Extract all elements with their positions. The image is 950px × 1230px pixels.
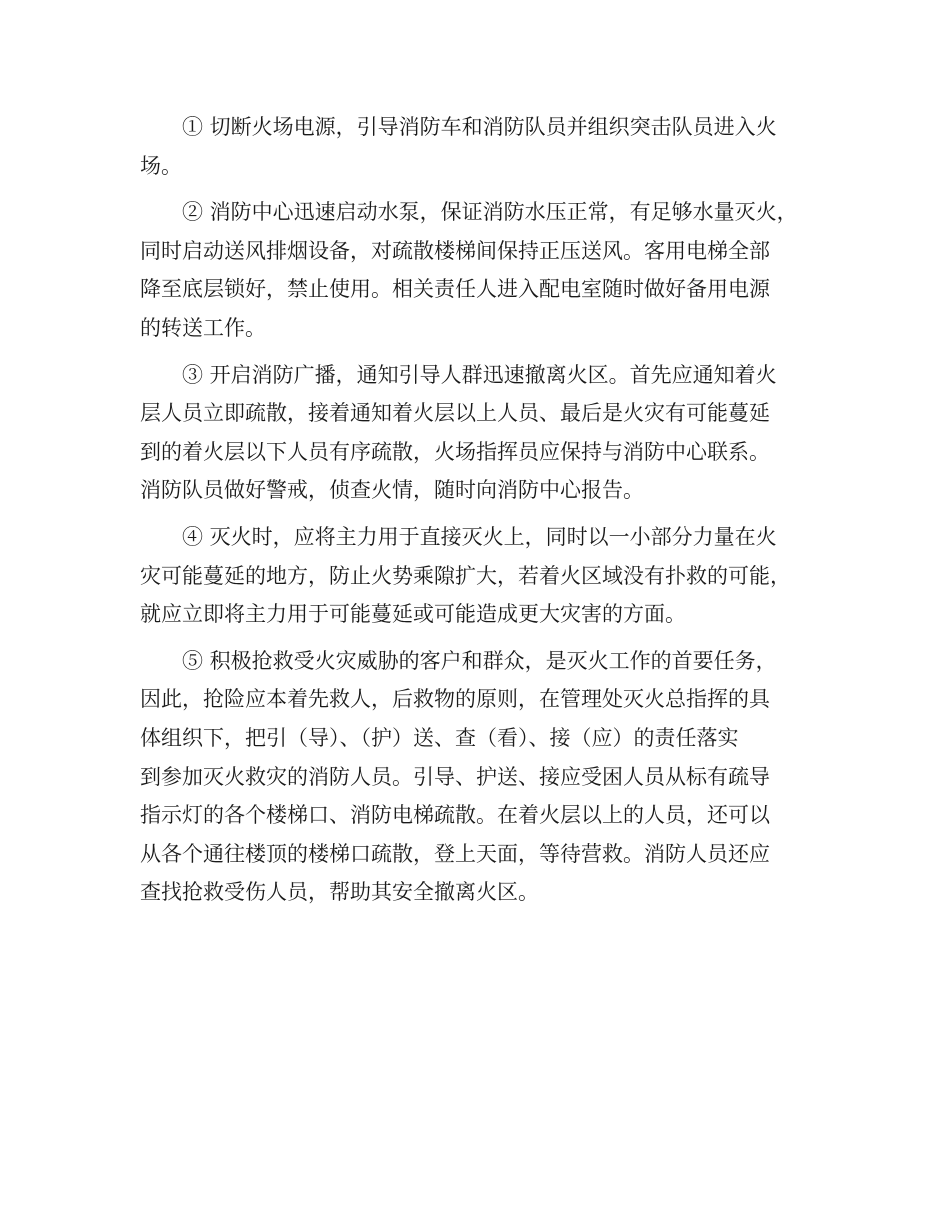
paragraph-4 <box>140 518 828 634</box>
paragraph-line: 从各个通往楼顶的楼梯口疏散，登上天面，等待营救。消防人员还应 <box>140 841 770 866</box>
document-body <box>140 108 828 920</box>
paragraph-line: 降至底层锁好，禁止使用。相关责任人进入配电室随时做好备用电源 <box>140 277 770 302</box>
paragraph-line: ① 切断火场电源，引导消防车和消防队员并组织突击队员进入火 <box>182 115 777 139</box>
paragraph-line: 层人员立即疏散，接着通知着火层以上人员、最后是火灾有可能蔓延 <box>140 401 770 426</box>
paragraph-line: 查找抢救受伤人员，帮助其安全撤离火区。 <box>140 880 539 905</box>
paragraph-line: 到参加灭火救灾的消防人员。引导、护送、接应受困人员从标有疏导 <box>140 764 770 789</box>
paragraph-line: 的转送工作。 <box>140 315 266 340</box>
paragraph-line: 灾可能蔓延的地方，防止火势乘隙扩大，若着火区域没有扑救的可能， <box>140 563 791 588</box>
paragraph-line: 消防队员做好警戒，侦查火情，随时向消防中心报告。 <box>140 478 644 503</box>
paragraph-line: ⑤ 积极抢救受火灾威胁的客户和群众，是灭火工作的首要任务， <box>182 648 777 673</box>
paragraph-line: 到的着火层以下人员有序疏散，火场指挥员应保持与消防中心联系。 <box>140 439 770 464</box>
paragraph-line: 场。 <box>140 153 182 178</box>
paragraph-line: ④ 灭火时，应将主力用于直接灭火上，同时以一小部分力量在火 <box>182 524 777 549</box>
paragraph-3 <box>140 356 828 510</box>
paragraph-line: 指示灯的各个楼梯口、消防电梯疏散。在着火层以上的人员，还可以 <box>140 803 770 828</box>
paragraph-1 <box>140 108 828 185</box>
paragraph-5 <box>140 642 828 912</box>
paragraph-line: 因此，抢险应本着先救人，后救物的原则，在管理处灭火总指挥的具 <box>140 687 770 712</box>
paragraph-line: ③ 开启消防广播，通知引导人群迅速撤离火区。首先应通知着火 <box>182 362 777 387</box>
paragraph-line: 同时启动送风排烟设备，对疏散楼梯间保持正压送风。客用电梯全部 <box>140 238 770 263</box>
paragraph-2 <box>140 193 828 347</box>
paragraph-line: 体组织下，把引（导）、（护）送、查（看）、接（应）的责任落实 <box>140 725 739 750</box>
paragraph-line: 就应立即将主力用于可能蔓延或可能造成更大灾害的方面。 <box>140 602 686 627</box>
paragraph-line: ② 消防中心迅速启动水泵，保证消防水压正常，有足够水量灭火， <box>182 200 798 225</box>
